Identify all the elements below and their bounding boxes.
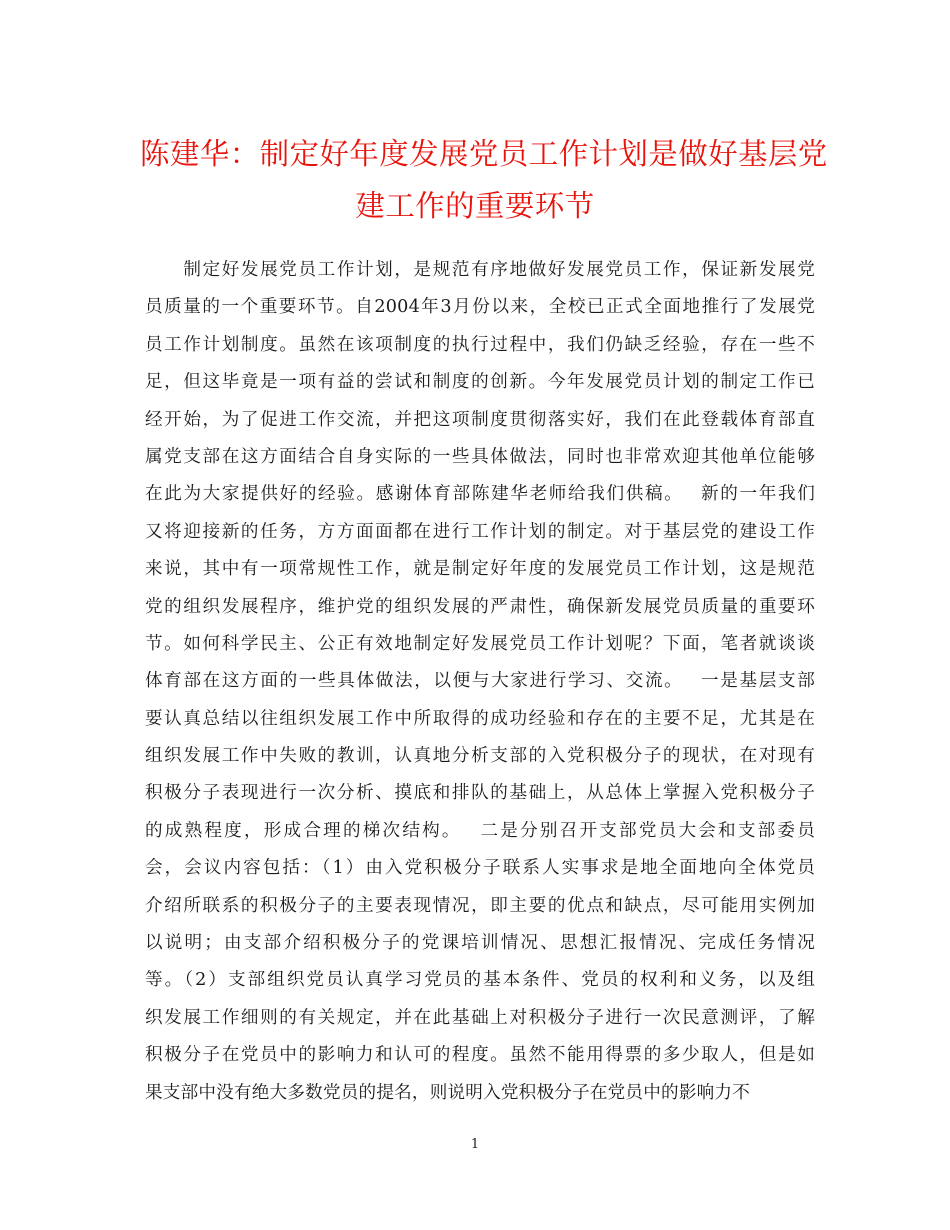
title-line: 陈建华：制定好年度发展党员工作计划是做好基层党 [140,137,828,171]
page-number: 1 [470,1137,480,1152]
body-line: 组织发展工作中失败的教训，认真地分析支部的入党积极分子的现状，在对现有 [145,746,815,767]
body-line: 积极分子表现进行一次分析、摸底和排队的基础上，从总体上掌握入党积极分子 [145,783,815,804]
body-line: 体育部在这方面的一些具体做法，以便与大家进行学习、交流。 一是基层支部 [145,671,815,692]
body-line: 积极分子在党员中的影响力和认可的程度。虽然不能用得票的多少取人，但是如 [145,1045,815,1066]
body-line: 在此为大家提供好的经验。感谢体育部陈建华老师给我们供稿。 新的一年我们 [145,484,815,505]
body-line: 等。（2）支部组织党员认真学习党员的基本条件、党员的权利和义务，以及组 [145,970,815,991]
body-line: 介绍所联系的积极分子的主要表现情况，即主要的优点和缺点，尽可能用实例加 [145,895,815,916]
article-body [145,252,815,1112]
title-line: 建工作的重要环节 [355,189,595,223]
body-line: 员工作计划制度。虽然在该项制度的执行过程中，我们仍缺乏经验，存在一些不 [145,334,815,355]
body-line: 制定好发展党员工作计划，是规范有序地做好发展党员工作，保证新发展党 [145,260,815,280]
body-line: 会，会议内容包括：（1）由入党积极分子联系人实事求是地全面地向全体党员 [145,858,815,879]
body-line: 属党支部在这方面结合自身实际的一些具体做法，同时也非常欢迎其他单位能够 [145,446,815,467]
body-line: 经开始，为了促进工作交流，并把这项制度贯彻落实好，我们在此登载体育部直 [145,409,815,430]
body-line: 党的组织发展程序，维护党的组织发展的严肃性，确保新发展党员质量的重要环 [145,596,815,617]
body-line: 织发展工作细则的有关规定，并在此基础上对积极分子进行一次民意测评，了解 [145,1007,815,1028]
body-line: 足，但这毕竟是一项有益的尝试和制度的创新。今年发展党员计划的制定工作已 [145,372,815,393]
body-line: 要认真总结以往组织发展工作中所取得的成功经验和存在的主要不足，尤其是在 [145,708,815,729]
body-line: 又将迎接新的任务，方方面面都在进行工作计划的制定。对于基层党的建设工作 [145,521,815,542]
body-line: 节。如何科学民主、公正有效地制定好发展党员工作计划呢？下面，笔者就谈谈 [145,633,815,654]
body-line: 员质量的一个重要环节。自2004年3月份以来，全校已正式全面地推行了发展党 [145,297,815,318]
body-line: 果支部中没有绝大多数党员的提名，则说明入党积极分子在党员中的影响力不 [145,1082,750,1103]
body-line: 的成熟程度，形成合理的梯次结构。 二是分别召开支部党员大会和支部委员 [145,820,815,841]
body-line: 以说明；由支部介绍积极分子的党课培训情况、思想汇报情况、完成任务情况 [145,933,815,954]
document-title [140,128,828,232]
body-line: 来说，其中有一项常规性工作，就是制定好年度的发展党员工作计划，这是规范 [145,559,815,580]
